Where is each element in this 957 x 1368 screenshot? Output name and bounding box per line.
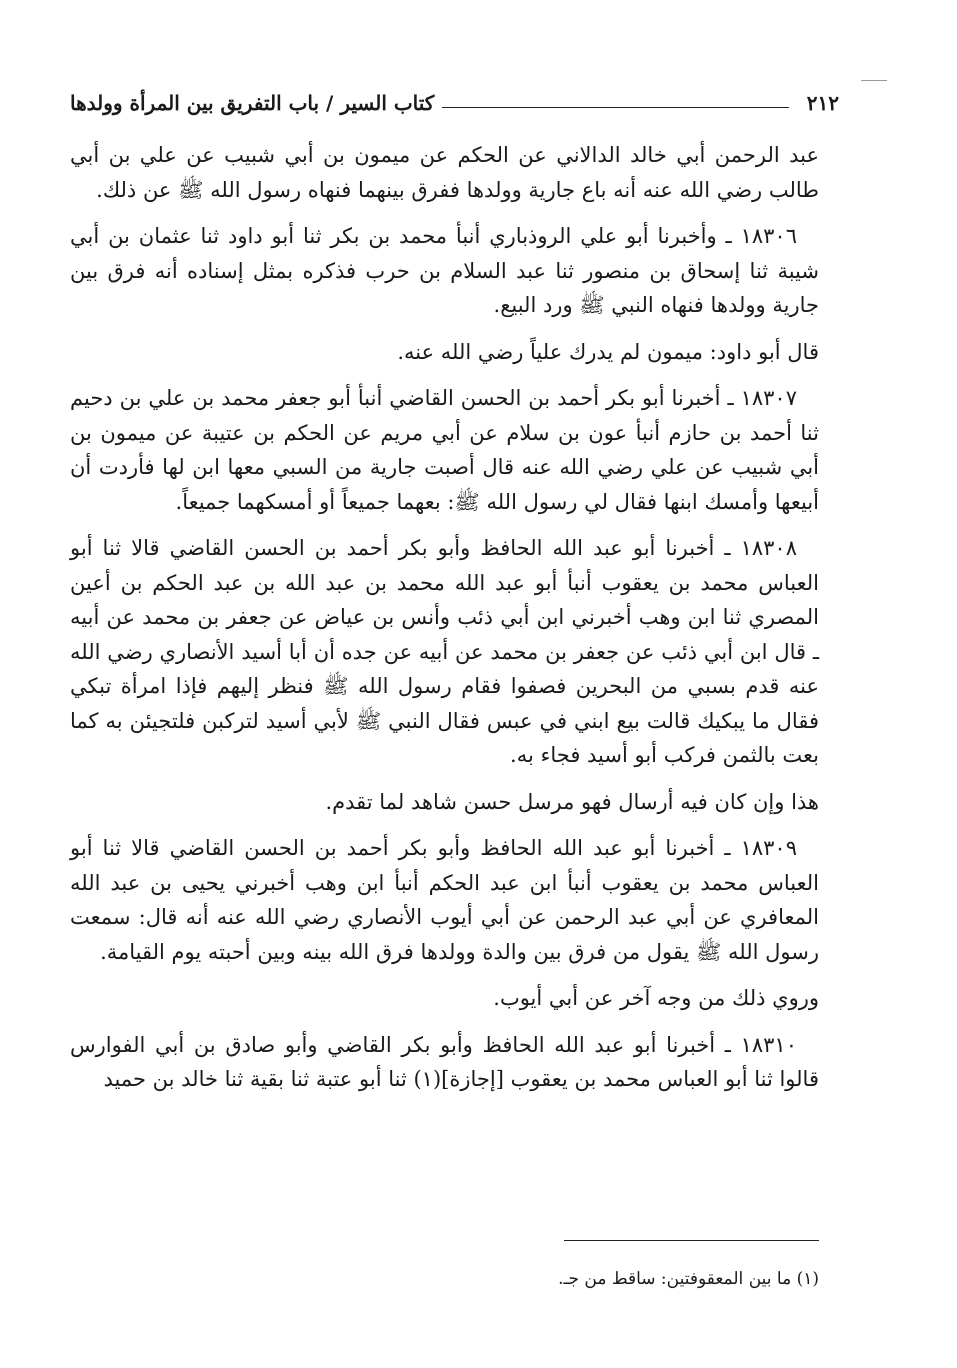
- paragraph: عبد الرحمن أبي خالد الدالاني عن الحكم عن ميمون بن أبي شبيب عن علي بن أبي طالب رضي الله عنه أنه باع جارية وولدها ففرق بينهما فنهاه رسول الله ﷺ عن ذلك.: [70, 143, 819, 202]
- footnote: (١) ما بين المعقوفتين: ساقط من جـ.: [558, 1269, 819, 1289]
- paragraph: ١٨٣٠٨ ـ أخبرنا أبو عبد الله الحافظ وأبو بكر أحمد بن الحسن القاضي قالا ثنا أبو العباس محمد بن يعقوب أنبأ أبو عبد الله محمد بن عبد الله بن عبد الحكم بن أعين المصري ثنا ابن وهب أخبرني ابن أبي ذئب وأنس بن عياض عن جعفر بن محمد عن أبيه ـ قال ابن أبي ذئب عن جعفر بن محمد عن أبيه عن جده أن أبا أسيد الأنصاري رضي الله عنه قدم بسبي من البحرين فصفوا فقام رسول الله ﷺ فنظر إليهم فإذا امرأة تبكي فقال ما يبكيك قالت بيع ابني في عبس فقال النبي ﷺ لأبي أسيد لتركبن فلتجيئن به كما بعت بالثمن فركب أبو أسيد فجاء به.: [70, 536, 819, 767]
- footnote-rule: [564, 1240, 819, 1241]
- paragraph: وروي ذلك من وجه آخر عن أبي أيوب.: [493, 986, 819, 1010]
- page-number: ٢١٢: [806, 91, 839, 115]
- paragraph: ١٨٣٠٦ ـ وأخبرنا أبو علي الروذباري أنبأ محمد بن بكر ثنا أبو داود ثنا عثمان بن أبي شيبة ثنا إسحاق بن منصور ثنا عبد السلام بن حرب فذكره بمثل إسناده أنه فرق بين جارية وولدها فنهاه النبي ﷺ ورد البيع.: [70, 224, 819, 317]
- paragraph: ١٨٣٠٩ ـ أخبرنا أبو عبد الله الحافظ وأبو بكر أحمد بن الحسن القاضي قالا ثنا أبو العباس محمد بن يعقوب أنبأ ابن عبد الحكم أنبأ ابن وهب أخبرني يحيى بن عبد الله المعافري عن أبي عبد الرحمن عن أبي أيوب الأنصاري رضي الله عنه أنه قال: سمعت رسول الله ﷺ يقول من فرق بين والدة وولدها فرق الله بينه وبين أحبته يوم القيامة.: [70, 836, 819, 964]
- body-text: [70, 138, 819, 1109]
- paragraph: ١٨٣٠٧ ـ أخبرنا أبو بكر أحمد بن الحسن القاضي أنبأ أبو جعفر محمد بن علي بن دحيم ثنا أحمد بن حازم أنبأ عون بن سلام عن أبي مريم عن الحكم بن عتيبة عن ميمون بن أبي شبيب عن علي رضي الله عنه قال أصبت جارية من السبي معها ابن لها فأردت أن أبيعها وأمسك ابنها فقال لي رسول الله ﷺ: بعهما جميعاً أو أمسكهما جميعاً.: [70, 386, 819, 514]
- header-rule: [442, 107, 788, 108]
- running-header: [70, 86, 839, 120]
- paragraph: ١٨٣١٠ ـ أخبرنا أبو عبد الله الحافظ وأبو بكر القاضي وأبو صادق بن أبي الفوارس قالوا ثنا أبو العباس محمد بن يعقوب [إجازة](١) ثنا أبو عتبة ثنا بقية ثنا خالد بن حميد: [70, 1032, 819, 1091]
- paragraph: قال أبو داود: ميمون لم يدرك علياً رضي الله عنه.: [397, 339, 819, 364]
- header-title: كتاب السير / باب التفريق بين المرأة وولدها: [70, 91, 435, 115]
- corner-mark: [861, 80, 887, 81]
- paragraph: هذا وإن كان فيه أرسال فهو مرسل حسن شاهد لما تقدم.: [325, 789, 819, 814]
